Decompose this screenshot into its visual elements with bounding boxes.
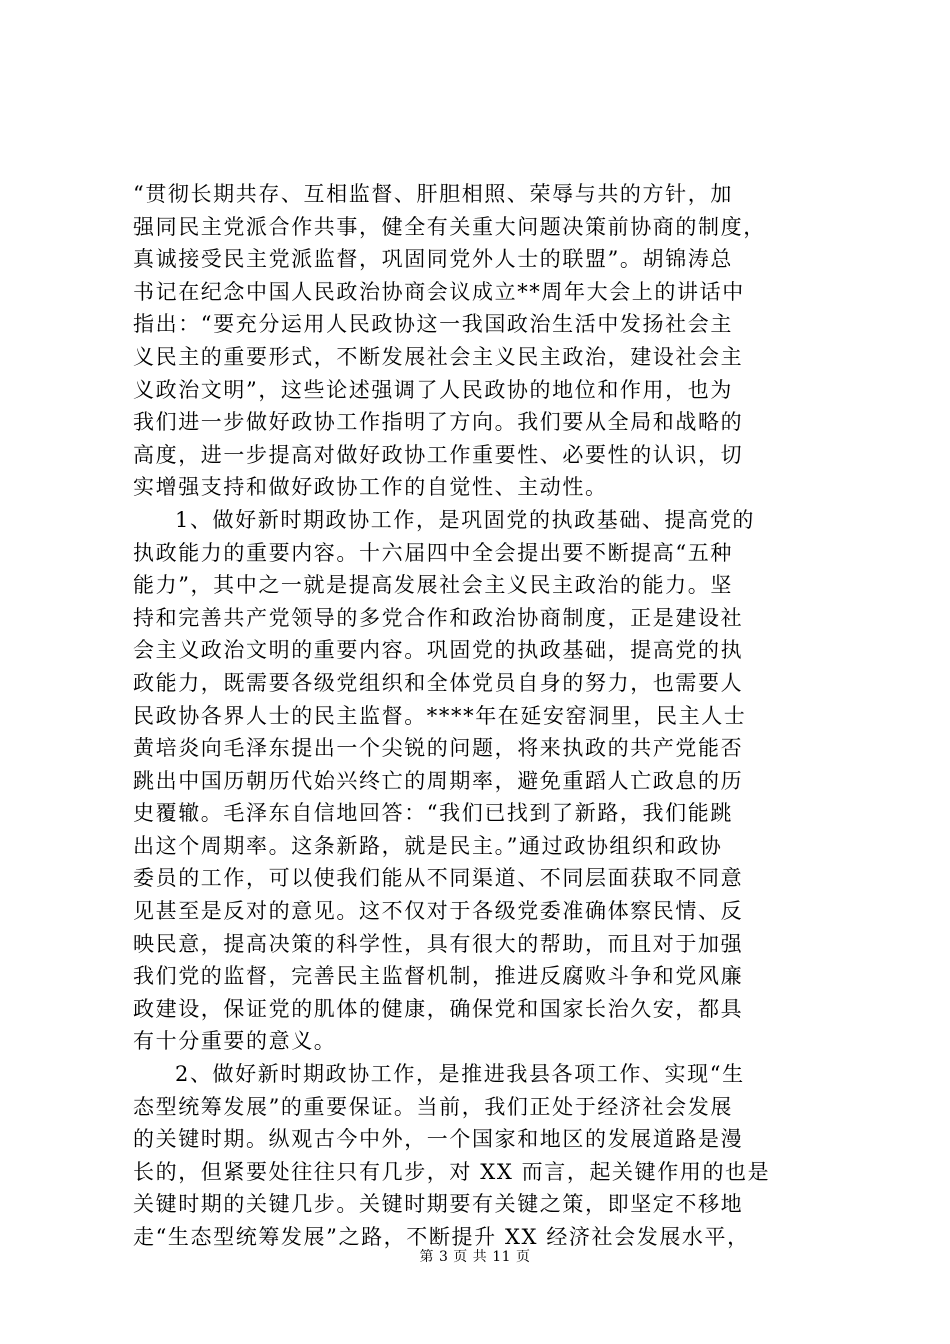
text-line: 执政能力的重要内容。十六届四中全会提出要不断提高“五种 [133, 540, 733, 565]
text-line: 义民主的重要形式，不断发展社会主义民主政治，建设社会主 [133, 344, 744, 369]
text-line: 书记在纪念中国人民政治协商会议成立**周年大会上的讲话中 [133, 279, 745, 304]
text-line: 跳出中国历朝历代始兴终亡的周期率，避免重蹈人亡政息的历 [133, 768, 744, 793]
text-line: 民政协各界人士的民主监督。****年在延安窑洞里，民主人士 [133, 703, 747, 728]
paragraph-first-line: 2、做好新时期政协工作，是推进我县各项工作、实现“生 [175, 1062, 745, 1087]
text-line: 我们党的监督，完善民主监督机制，推进反腐败斗争和党风廉 [133, 964, 744, 989]
text-line: 委员的工作，可以使我们能从不同渠道、不同层面获取不同意 [133, 866, 744, 891]
text-line: 真诚接受民主党派监督，巩固同党外人士的联盟”。胡锦涛总 [133, 247, 733, 272]
text-line: 的关键时期。纵观古今中外，一个国家和地区的发展道路是漫 [133, 1127, 744, 1152]
text-line: 高度，进一步提高对做好政协工作重要性、必要性的认识，切 [133, 442, 744, 467]
page-footer [0, 1248, 950, 1266]
text-line: 映民意，提高决策的科学性，具有很大的帮助，而且对于加强 [133, 931, 744, 956]
paragraph-first-line: 1、做好新时期政协工作，是巩固党的执政基础、提高党的 [175, 507, 755, 532]
text-line: 我们进一步做好政协工作指明了方向。我们要从全局和战略的 [133, 410, 744, 435]
text-line: 有十分重要的意义。 [133, 1029, 337, 1054]
text-line: 出这个周期率。这条新路，就是民主。”通过政协组织和政协 [133, 833, 723, 858]
text-line: 指出：“要充分运用人民政协这一我国政治生活中发扬社会主 [133, 312, 733, 337]
text-line: 实增强支持和做好政协工作的自觉性、主动性。 [133, 475, 608, 500]
text-line: 态型统筹发展”的重要保证。当前，我们正处于经济社会发展 [133, 1094, 733, 1119]
page-number-label: 第 3 页 共 11 页 [419, 1249, 531, 1265]
text-line: 长的，但紧要处往往只有几步，对 XX 而言，起关键作用的也是 [133, 1159, 771, 1184]
text-line: 见甚至是反对的意见。这不仅对于各级党委准确体察民情、反 [133, 899, 744, 924]
text-line: 走“生态型统筹发展”之路，不断提升 XX 经济社会发展水平， [133, 1225, 750, 1249]
text-line: 强同民主党派合作共事，健全有关重大问题决策前协商的制度， [133, 214, 766, 239]
text-line: 关键时期的关键几步。关键时期要有关键之策，即坚定不移地 [133, 1192, 744, 1217]
body-text [133, 178, 823, 1254]
text-line: 会主义政治文明的重要内容。巩固党的执政基础，提高党的执 [133, 638, 744, 663]
text-line: 义政治文明”，这些论述强调了人民政协的地位和作用，也为 [133, 377, 733, 402]
text-line: 持和完善共产党领导的多党合作和政治协商制度，正是建设社 [133, 605, 744, 630]
text-line: 能力”，其中之一就是提高发展社会主义民主政治的能力。坚 [133, 573, 733, 598]
text-line: “贯彻长期共存、互相监督、肝胆相照、荣辱与共的方针，加 [133, 182, 733, 206]
text-line: 史覆辙。毛泽东自信地回答：“我们已找到了新路，我们能跳 [133, 801, 733, 826]
text-line: 政能力，既需要各级党组织和全体党员自身的努力，也需要人 [133, 670, 744, 695]
text-line: 黄培炎向毛泽东提出一个尖锐的问题，将来执政的共产党能否 [133, 736, 744, 761]
text-line: 政建设，保证党的肌体的健康，确保党和国家长治久安，都具 [133, 996, 744, 1021]
